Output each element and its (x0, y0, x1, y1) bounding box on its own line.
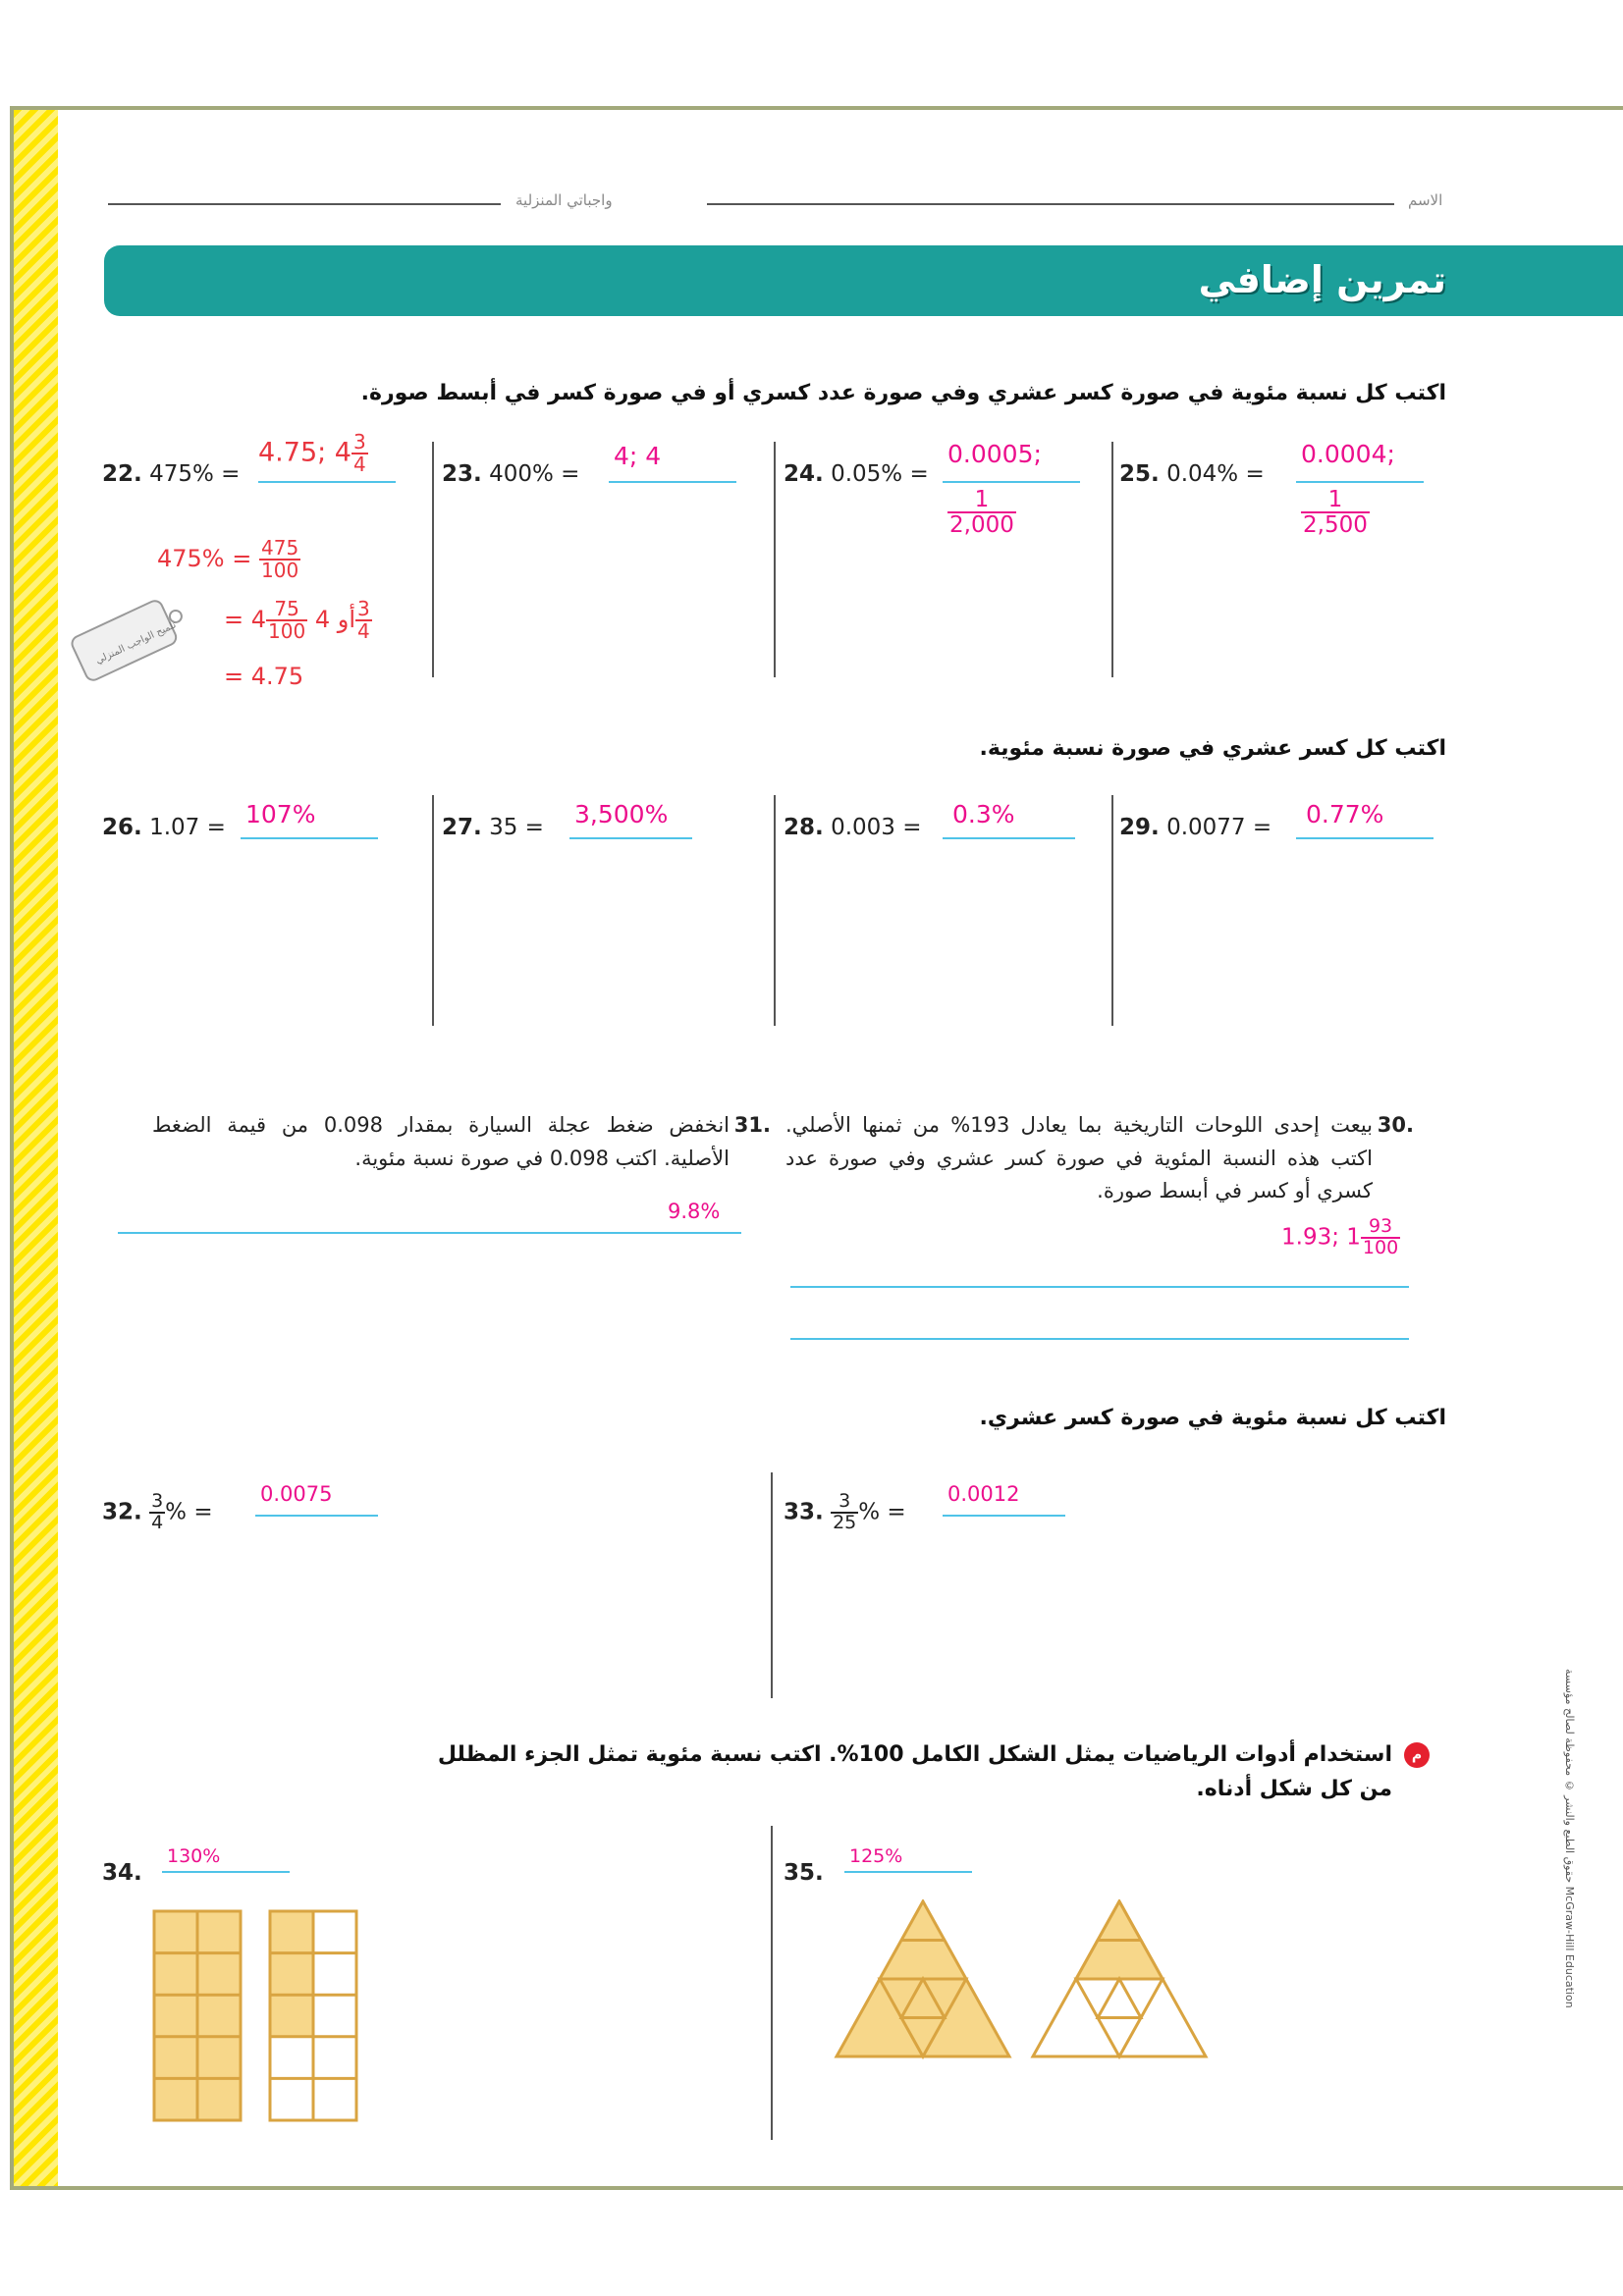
problem-22: 22. 475% = (102, 461, 241, 487)
answer-33: 0.0012 (947, 1482, 1020, 1506)
section3-instruction: اكتب كل نسبة مئوية في صورة كسر عشري. (979, 1406, 1446, 1430)
homework-rule (108, 203, 501, 205)
problem-31: 31. انخفض ضغط عجلة السيارة بمقدار 0.098 من قيمة الضغط الأصلية. اكتب 0.098 في صورة نسبة مئوية. (152, 1113, 771, 1170)
answer-28: 0.3% (952, 800, 1015, 828)
answer-line-24 (943, 481, 1080, 483)
divider-28-29 (1111, 795, 1113, 1026)
problem-35: 35. (784, 1860, 824, 1886)
triangle-model-35 (825, 1899, 1217, 2066)
answer-line-25 (1296, 481, 1424, 483)
triangle-whole (837, 1901, 1009, 2056)
copyright-side-note: حقوق الطبع والنشر © محفوظة لصالح مؤسسة McGraw-Hill Education (1563, 1669, 1576, 2008)
answer-35: 125% (849, 1845, 903, 1867)
problem-27: 27. 35 = (442, 815, 544, 840)
homework-tip-text: تلميح الواجب المنزلي (93, 619, 179, 667)
answer-line-33 (943, 1515, 1065, 1517)
answer-29: 0.77% (1306, 800, 1384, 828)
divider-27-28 (774, 795, 776, 1026)
name-rule (707, 203, 1394, 205)
problem-28: 28. 0.003 = (784, 815, 922, 840)
answer-line-34 (162, 1871, 290, 1873)
section1-instruction: اكتب كل نسبة مئوية في صورة كسر عشري وفي صورة عدد كسري أو في صورة كسر في أبسط صورة. (360, 381, 1446, 405)
answer-line-22 (258, 481, 396, 483)
divider-22-23 (432, 442, 434, 677)
answer-line-23 (609, 481, 736, 483)
answer-27: 3,500% (574, 800, 669, 828)
work-22-line3: = 4.75 (224, 663, 304, 690)
answer-25: 0.0004; (1301, 440, 1395, 468)
answer-34: 130% (167, 1845, 221, 1867)
work-22-line1: 475% = $\frac{475}{100}$ (157, 536, 299, 582)
problem-32: 32. $\frac{3}{4}$ % = (102, 1490, 213, 1533)
divider-26-27 (432, 795, 434, 1026)
problem-30: 30. بيعت إحدى اللوحات التاريخية بما يعادل 193% من ثمنها الأصلي. اكتب هذه النسبة المئوية في صورة كسر عشري وفي صورة عدد كسري أو كسر في أبسط صورة. (785, 1113, 1414, 1203)
problem-24: 24. 0.05% = (784, 461, 929, 487)
answer-22: 4.75; 4 $\frac{3}{4}$ (258, 430, 366, 476)
answer-line-31 (118, 1232, 741, 1234)
answer-26: 107% (245, 800, 316, 828)
problem-25: 25. 0.04% = (1119, 461, 1265, 487)
divider-34-35 (771, 1826, 773, 2140)
divider-24-25 (1111, 442, 1113, 677)
answer-line-29 (1296, 837, 1434, 839)
problem-29: 29. 0.0077 = (1119, 815, 1272, 840)
answer-line-32 (255, 1515, 378, 1517)
problem-33: 33. $\frac{3}{25}$ % = (784, 1490, 906, 1533)
grid-model-34 (152, 1909, 363, 2125)
answer-line-30b (790, 1338, 1409, 1340)
yellow-side-stripe (14, 110, 58, 2186)
answer-24-fraction: $\frac{1}{2,000}$ (949, 487, 1014, 539)
answer-30: 1.93; 1 $\frac{93}{100}$ (1281, 1215, 1399, 1258)
grid-partial (270, 1911, 356, 2120)
triangle-partial (1033, 1901, 1206, 2056)
section4-instruction: استخدام أدوات الرياضيات يمثل الشكل الكامل 100%. اكتب نسبة مئوية تمثل الجزء المظلل من كل شكل أدناه. (437, 1742, 1392, 1802)
work-22-line2: = 4 $\frac{75}{100}$ أو 4 $\frac{3}{4}$ (224, 597, 370, 643)
answer-31: 9.8% (668, 1200, 721, 1223)
answer-line-28 (943, 837, 1075, 839)
homework-tip-tag-icon (63, 594, 200, 682)
name-label: الاسم (1408, 191, 1443, 209)
answer-32: 0.0075 (260, 1482, 333, 1506)
homework-label: واجباتي المنزلية (515, 191, 613, 209)
divider-32-33 (771, 1472, 773, 1698)
problem-23: 23. 400% = (442, 461, 580, 487)
page-title: تمرين إضافي (1198, 258, 1446, 301)
answer-line-27 (569, 837, 692, 839)
answer-25-fraction: $\frac{1}{2,500}$ (1303, 487, 1368, 539)
grid-whole (154, 1911, 241, 2120)
section2-instruction: اكتب كل كسر عشري في صورة نسبة مئوية. (979, 736, 1446, 761)
answer-line-35 (844, 1871, 972, 1873)
divider-23-24 (774, 442, 776, 677)
answer-24: 0.0005; (947, 440, 1042, 468)
answer-line-26 (241, 837, 378, 839)
answer-23: 4; 4 (614, 442, 662, 470)
answer-line-30a (790, 1286, 1409, 1288)
problem-26: 26. 1.07 = (102, 815, 226, 840)
math-tools-badge-icon: م (1404, 1742, 1430, 1768)
problem-34: 34. (102, 1860, 142, 1886)
